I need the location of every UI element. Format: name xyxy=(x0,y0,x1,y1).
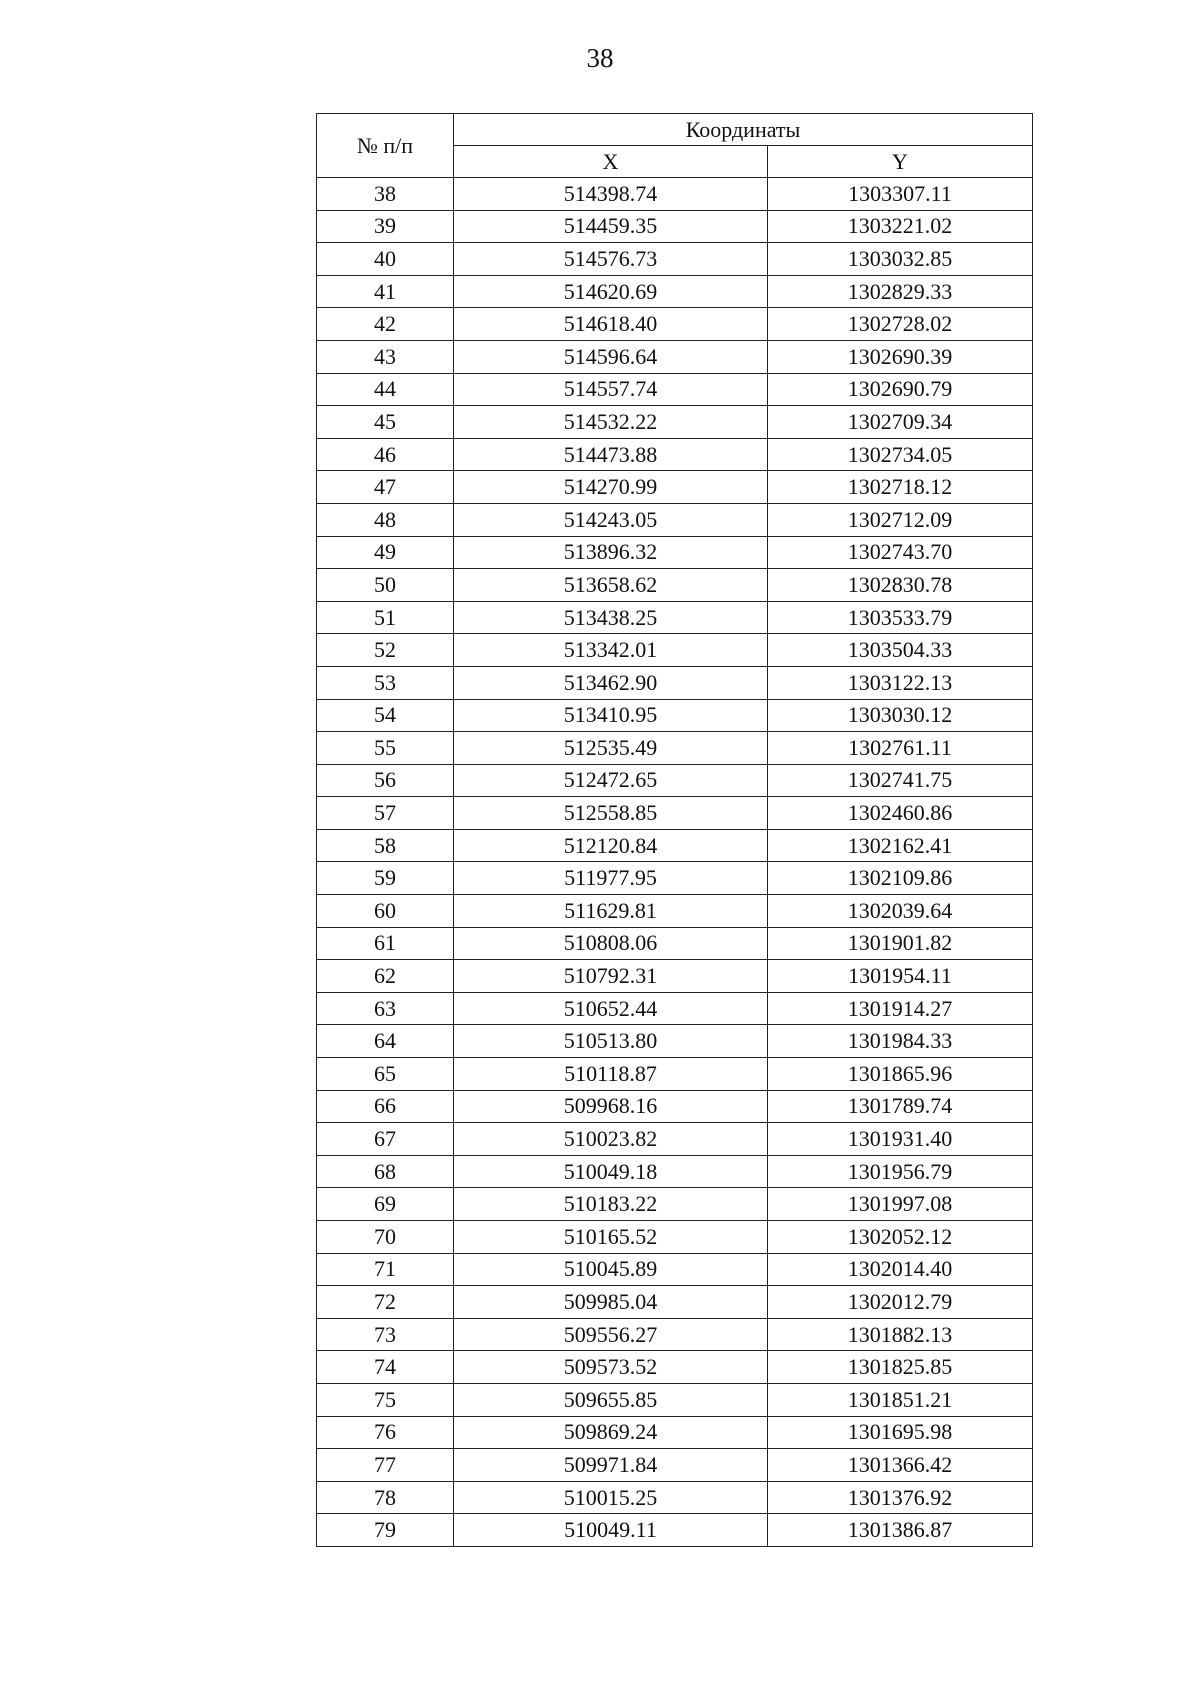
cell-number: 56 xyxy=(317,764,454,797)
page-number: 38 xyxy=(586,43,614,73)
cell-x: 510513.80 xyxy=(454,1025,768,1058)
table-row xyxy=(317,764,1033,797)
cell-number: 45 xyxy=(317,406,454,439)
cell-x: 514618.40 xyxy=(454,308,768,341)
cell-y: 1301825.85 xyxy=(768,1351,1033,1384)
cell-y: 1303504.33 xyxy=(768,634,1033,667)
cell-number: 40 xyxy=(317,243,454,276)
cell-x: 513438.25 xyxy=(454,601,768,634)
cell-x: 512535.49 xyxy=(454,732,768,765)
table-row xyxy=(317,1286,1033,1319)
cell-number: 48 xyxy=(317,503,454,536)
cell-y: 1301997.08 xyxy=(768,1188,1033,1221)
cell-y: 1301931.40 xyxy=(768,1123,1033,1156)
cell-number: 47 xyxy=(317,471,454,504)
cell-number: 51 xyxy=(317,601,454,634)
cell-y: 1302014.40 xyxy=(768,1253,1033,1286)
cell-x: 514576.73 xyxy=(454,243,768,276)
cell-y: 1303307.11 xyxy=(768,178,1033,211)
cell-x: 514557.74 xyxy=(454,373,768,406)
cell-x: 509869.24 xyxy=(454,1416,768,1449)
cell-number: 73 xyxy=(317,1318,454,1351)
table-row xyxy=(317,1090,1033,1123)
cell-number: 61 xyxy=(317,927,454,960)
cell-y: 1302761.11 xyxy=(768,732,1033,765)
table-row xyxy=(317,666,1033,699)
cell-x: 514532.22 xyxy=(454,406,768,439)
cell-y: 1302718.12 xyxy=(768,471,1033,504)
cell-number: 79 xyxy=(317,1514,454,1547)
cell-x: 510049.18 xyxy=(454,1155,768,1188)
cell-x: 510118.87 xyxy=(454,1058,768,1091)
table-row xyxy=(317,406,1033,439)
cell-number: 38 xyxy=(317,178,454,211)
table-row xyxy=(317,1383,1033,1416)
cell-y: 1301865.96 xyxy=(768,1058,1033,1091)
table-row xyxy=(317,1221,1033,1254)
table-row xyxy=(317,1481,1033,1514)
cell-x: 511977.95 xyxy=(454,862,768,895)
table-row xyxy=(317,732,1033,765)
cell-x: 510808.06 xyxy=(454,927,768,960)
cell-y: 1303533.79 xyxy=(768,601,1033,634)
cell-y: 1302743.70 xyxy=(768,536,1033,569)
header-number: № п/п xyxy=(317,114,454,178)
table-row xyxy=(317,1449,1033,1482)
table-row xyxy=(317,1253,1033,1286)
cell-x: 510792.31 xyxy=(454,960,768,993)
cell-y: 1302830.78 xyxy=(768,569,1033,602)
cell-number: 75 xyxy=(317,1383,454,1416)
cell-y: 1301901.82 xyxy=(768,927,1033,960)
table-row xyxy=(317,699,1033,732)
cell-number: 68 xyxy=(317,1155,454,1188)
table-row xyxy=(317,1514,1033,1547)
header-row-top xyxy=(317,114,1033,146)
table-row xyxy=(317,992,1033,1025)
cell-x: 509968.16 xyxy=(454,1090,768,1123)
cell-x: 509655.85 xyxy=(454,1383,768,1416)
cell-number: 53 xyxy=(317,666,454,699)
cell-number: 49 xyxy=(317,536,454,569)
table-row xyxy=(317,1416,1033,1449)
cell-y: 1302829.33 xyxy=(768,275,1033,308)
cell-number: 63 xyxy=(317,992,454,1025)
cell-x: 509971.84 xyxy=(454,1449,768,1482)
cell-y: 1302460.86 xyxy=(768,797,1033,830)
cell-number: 50 xyxy=(317,569,454,602)
cell-y: 1302728.02 xyxy=(768,308,1033,341)
cell-number: 54 xyxy=(317,699,454,732)
cell-x: 509556.27 xyxy=(454,1318,768,1351)
cell-x: 509573.52 xyxy=(454,1351,768,1384)
table-row xyxy=(317,373,1033,406)
cell-x: 510045.89 xyxy=(454,1253,768,1286)
table-row xyxy=(317,340,1033,373)
cell-x: 513658.62 xyxy=(454,569,768,602)
table-row xyxy=(317,1058,1033,1091)
table-body xyxy=(317,178,1033,1547)
table-row xyxy=(317,927,1033,960)
cell-x: 510652.44 xyxy=(454,992,768,1025)
cell-y: 1303030.12 xyxy=(768,699,1033,732)
cell-number: 39 xyxy=(317,210,454,243)
cell-number: 60 xyxy=(317,895,454,928)
cell-number: 46 xyxy=(317,438,454,471)
cell-y: 1301954.11 xyxy=(768,960,1033,993)
cell-number: 66 xyxy=(317,1090,454,1123)
cell-number: 78 xyxy=(317,1481,454,1514)
table-row xyxy=(317,569,1033,602)
table-row xyxy=(317,895,1033,928)
cell-x: 512558.85 xyxy=(454,797,768,830)
table-row xyxy=(317,960,1033,993)
cell-number: 65 xyxy=(317,1058,454,1091)
table-row xyxy=(317,1155,1033,1188)
cell-number: 64 xyxy=(317,1025,454,1058)
table-row xyxy=(317,1025,1033,1058)
cell-number: 52 xyxy=(317,634,454,667)
cell-y: 1302039.64 xyxy=(768,895,1033,928)
cell-y: 1302741.75 xyxy=(768,764,1033,797)
cell-number: 58 xyxy=(317,829,454,862)
table-row xyxy=(317,1188,1033,1221)
cell-y: 1303221.02 xyxy=(768,210,1033,243)
table-row xyxy=(317,438,1033,471)
cell-y: 1301789.74 xyxy=(768,1090,1033,1123)
cell-y: 1301956.79 xyxy=(768,1155,1033,1188)
cell-x: 510183.22 xyxy=(454,1188,768,1221)
cell-y: 1301914.27 xyxy=(768,992,1033,1025)
cell-x: 514596.64 xyxy=(454,340,768,373)
table-row xyxy=(317,634,1033,667)
cell-y: 1301366.42 xyxy=(768,1449,1033,1482)
table-row xyxy=(317,1351,1033,1384)
cell-x: 511629.81 xyxy=(454,895,768,928)
table-header xyxy=(317,114,1033,178)
cell-x: 512120.84 xyxy=(454,829,768,862)
cell-number: 71 xyxy=(317,1253,454,1286)
table-row xyxy=(317,829,1033,862)
header-x: X xyxy=(454,146,768,178)
cell-y: 1301851.21 xyxy=(768,1383,1033,1416)
cell-number: 70 xyxy=(317,1221,454,1254)
cell-y: 1302690.39 xyxy=(768,340,1033,373)
cell-number: 62 xyxy=(317,960,454,993)
cell-number: 41 xyxy=(317,275,454,308)
cell-y: 1302734.05 xyxy=(768,438,1033,471)
cell-number: 74 xyxy=(317,1351,454,1384)
table-row xyxy=(317,243,1033,276)
cell-x: 513896.32 xyxy=(454,536,768,569)
cell-x: 509985.04 xyxy=(454,1286,768,1319)
table-row xyxy=(317,503,1033,536)
cell-number: 57 xyxy=(317,797,454,830)
table-row xyxy=(317,1318,1033,1351)
cell-x: 513410.95 xyxy=(454,699,768,732)
cell-y: 1302109.86 xyxy=(768,862,1033,895)
cell-number: 69 xyxy=(317,1188,454,1221)
table-row xyxy=(317,275,1033,308)
cell-number: 77 xyxy=(317,1449,454,1482)
cell-x: 514243.05 xyxy=(454,503,768,536)
cell-number: 72 xyxy=(317,1286,454,1319)
cell-y: 1302012.79 xyxy=(768,1286,1033,1319)
cell-x: 514620.69 xyxy=(454,275,768,308)
cell-y: 1301386.87 xyxy=(768,1514,1033,1547)
cell-number: 67 xyxy=(317,1123,454,1156)
cell-y: 1303122.13 xyxy=(768,666,1033,699)
cell-x: 514459.35 xyxy=(454,210,768,243)
cell-x: 510165.52 xyxy=(454,1221,768,1254)
cell-x: 510049.11 xyxy=(454,1514,768,1547)
cell-number: 42 xyxy=(317,308,454,341)
cell-y: 1302162.41 xyxy=(768,829,1033,862)
cell-y: 1302052.12 xyxy=(768,1221,1033,1254)
table-row xyxy=(317,862,1033,895)
table-row xyxy=(317,797,1033,830)
table-row xyxy=(317,471,1033,504)
cell-number: 44 xyxy=(317,373,454,406)
cell-y: 1303032.85 xyxy=(768,243,1033,276)
cell-y: 1301695.98 xyxy=(768,1416,1033,1449)
cell-x: 513462.90 xyxy=(454,666,768,699)
table-row xyxy=(317,601,1033,634)
cell-x: 510015.25 xyxy=(454,1481,768,1514)
table-row xyxy=(317,536,1033,569)
cell-y: 1301376.92 xyxy=(768,1481,1033,1514)
cell-x: 514270.99 xyxy=(454,471,768,504)
cell-y: 1302712.09 xyxy=(768,503,1033,536)
cell-number: 76 xyxy=(317,1416,454,1449)
cell-x: 510023.82 xyxy=(454,1123,768,1156)
cell-y: 1302709.34 xyxy=(768,406,1033,439)
cell-number: 55 xyxy=(317,732,454,765)
table-row xyxy=(317,210,1033,243)
header-coordinates: Координаты xyxy=(454,114,1033,146)
cell-x: 514398.74 xyxy=(454,178,768,211)
cell-y: 1302690.79 xyxy=(768,373,1033,406)
cell-number: 43 xyxy=(317,340,454,373)
table-row xyxy=(317,1123,1033,1156)
cell-x: 512472.65 xyxy=(454,764,768,797)
table-row xyxy=(317,178,1033,211)
coordinates-table xyxy=(316,113,1033,1547)
cell-x: 514473.88 xyxy=(454,438,768,471)
cell-y: 1301882.13 xyxy=(768,1318,1033,1351)
header-y: Y xyxy=(768,146,1033,178)
table-row xyxy=(317,308,1033,341)
cell-number: 59 xyxy=(317,862,454,895)
cell-x: 513342.01 xyxy=(454,634,768,667)
cell-y: 1301984.33 xyxy=(768,1025,1033,1058)
